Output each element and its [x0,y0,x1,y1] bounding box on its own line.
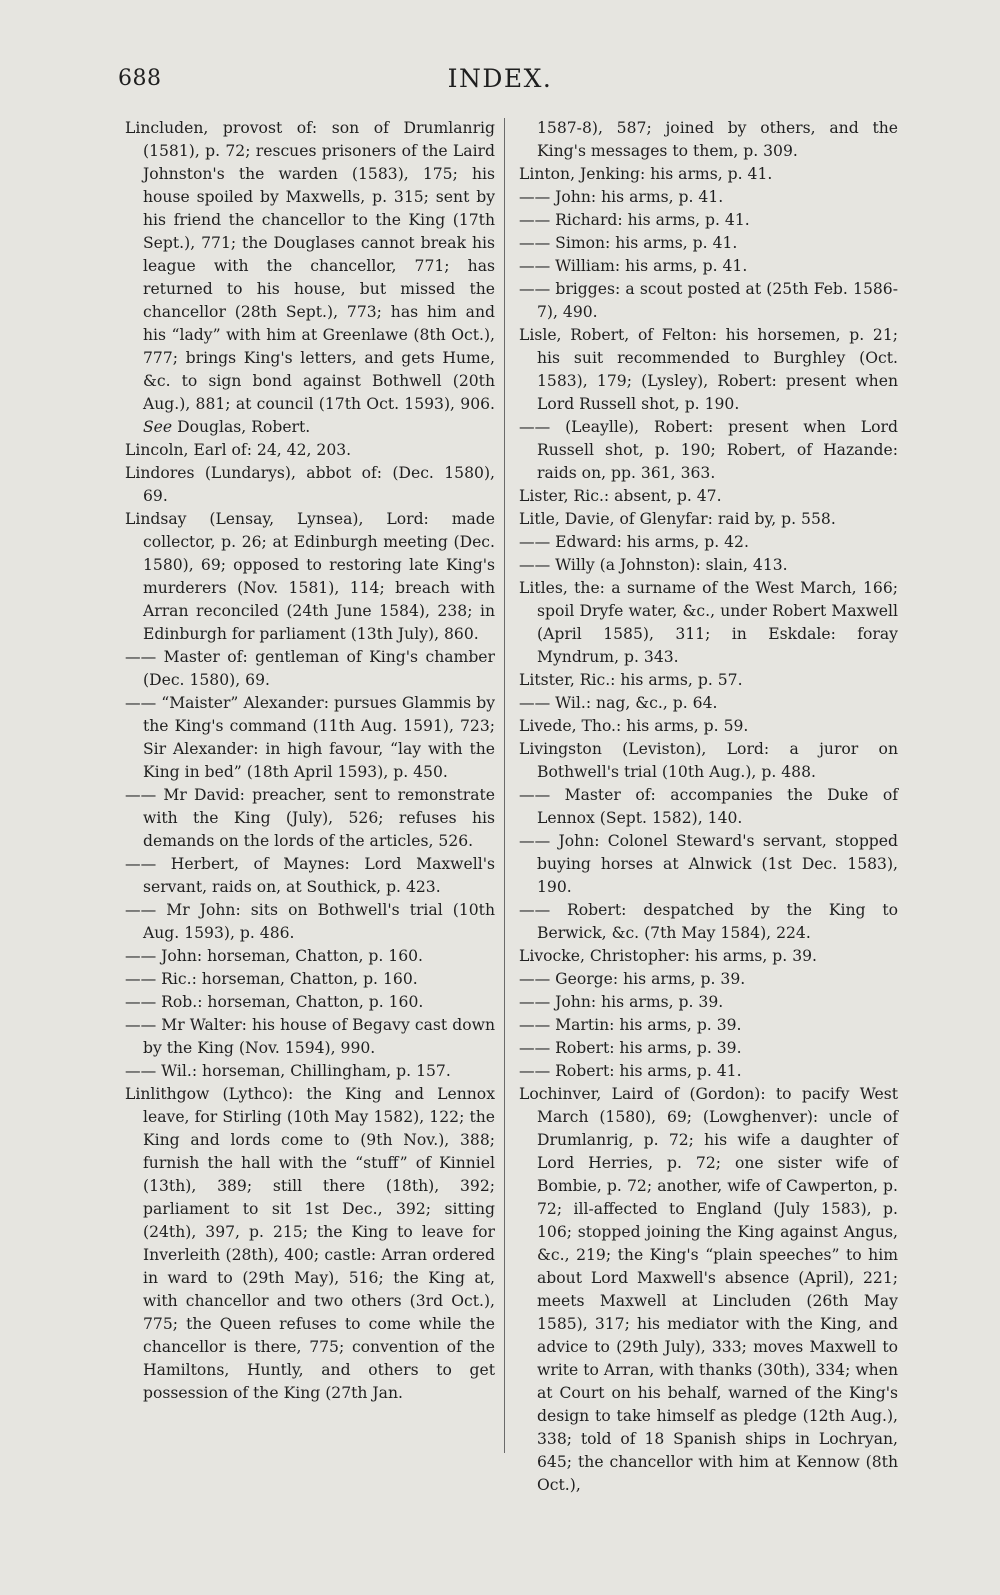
index-subentry: —— Robert: his arms, p. 39. [519,1039,742,1057]
index-entry: Linton, Jenking: his arms, p. 41. [519,165,773,183]
index-entry-continuation: 1587-8), 587; joined by others, and the King's messages to them, p. 309. [537,119,898,160]
index-subentry: —— Mr Walter: his house of Begavy cast down by the King (Nov. 1594), 990. [125,1016,495,1057]
index-entry: Lindsay (Lensay, Lynsea), Lord: made collector, p. 26; at Edinburgh meeting (Dec. 1580), 69; opposed to restoring late King's murderers (Nov. 1581), 114; breach with Arran reconciled (24th June 1584), 238; in Edinburgh for parliament (13th July), 860. [125,510,495,643]
column-divider [504,118,505,1453]
index-entry: Lister, Ric.: absent, p. 47. [519,487,722,505]
index-entry: Lochinver, Laird of (Gordon): to pacify West March (1580), 69; (Lowghenver): uncle of Drumlanrig, p. 72; his wife a daughter of Lord Herries, p. 72; one sister wife of Bombie, p. 72; another, wife of Cawperton, p. 72; ill-affected to England (July 1583), p. 106; stopped joining the King against Angus, &c., 219; the King's “plain speeches” to him about Lord Maxwell's absence (April), 221; meets Maxwell at Lincluden (26th May 1585), 317; his mediator with the King, and advice to (29th July), 333; moves Maxwell to write to Arran, with thanks (30th), 334; when at Court on his behalf, warned of the King's design to take himself as pledge (12th Aug.), 338; told of 18 Spanish ships in Lochryan, 645; the chancellor with him at Kennow (8th Oct.), [519,1085,898,1494]
page-number: 688 [118,66,162,91]
index-subentry: —— Robert: his arms, p. 41. [519,1062,742,1080]
index-subentry: —— Master of: gentleman of King's chamber (Dec. 1580), 69. [125,648,495,689]
index-subentry: —— Ric.: horseman, Chatton, p. 160. [125,970,418,988]
index-subentry: —— George: his arms, p. 39. [519,970,746,988]
index-subentry: —— Mr David: preacher, sent to remonstrate with the King (July), 526; refuses his demands on the lords of the articles, 526. [125,786,495,850]
index-subentry: —— brigges: a scout posted at (25th Feb. 1586-7), 490. [519,280,898,321]
left-column [125,117,495,1405]
index-subentry: —— John: Colonel Steward's servant, stopped buying horses at Alnwick (1st Dec. 1583), 190. [519,832,898,896]
index-subentry: —— John: his arms, p. 41. [519,188,724,206]
index-entry [125,117,495,439]
index-subentry: —— Willy (a Johnston): slain, 413. [519,556,788,574]
index-subentry: —— Richard: his arms, p. 41. [519,211,750,229]
index-subentry: —— Mr John: sits on Bothwell's trial (10th Aug. 1593), p. 486. [125,901,495,942]
entry-text: Lincluden, provost of: son of Drumlanrig (1581), p. 72; rescues prisoners of the Laird Johnston's the warden (1583), 175; his house spoiled by Maxwells, p. 315; sent by his friend the chancellor to the King (17th Sept.), 771; the Douglases cannot break his league with the chancellor, 771; has returned to his house, but missed the chancellor (28th Sept.), 773; has him and his “lady” with him at Greenlawe (8th Oct.), 777; brings King's letters, and gets Hume, &c. to sign bond against Bothwell (20th Aug.), 881; at council (17th Oct. 1593), 906. [125,119,495,413]
right-column [519,117,898,1497]
index-subentry: —— John: horseman, Chatton, p. 160. [125,947,424,965]
index-subentry: —— Simon: his arms, p. 41. [519,234,738,252]
index-subentry: —— (Leaylle), Robert: present when Lord Russell shot, p. 190; Robert, of Hazande: raids on, pp. 361, 363. [519,418,898,482]
index-entry: Litle, Davie, of Glenyfar: raid by, p. 558. [519,510,836,528]
index-subentry: —— Master of: accompanies the Duke of Lennox (Sept. 1582), 140. [519,786,898,827]
index-subentry: —— Robert: despatched by the King to Berwick, &c. (7th May 1584), 224. [519,901,898,942]
index-entry: Litster, Ric.: his arms, p. 57. [519,671,743,689]
index-subentry: —— Wil.: horseman, Chillingham, p. 157. [125,1062,451,1080]
index-subentry: —— Herbert, of Maynes: Lord Maxwell's servant, raids on, at Southick, p. 423. [125,855,495,896]
index-entry: Livingston (Leviston), Lord: a juror on Bothwell's trial (10th Aug.), p. 488. [519,740,898,781]
see-reference-target: Douglas, Robert. [172,418,311,436]
index-entry: Livede, Tho.: his arms, p. 59. [519,717,749,735]
index-subentry: —— “Maister” Alexander: pursues Glammis by the King's command (11th Aug. 1591), 723; Sir Alexander: in high favour, “lay with the King in bed” (18th April 1593), p. 450. [125,694,495,781]
index-subentry: —— Rob.: horseman, Chatton, p. 160. [125,993,424,1011]
index-entry: Livocke, Christopher: his arms, p. 39. [519,947,817,965]
index-entry: Lisle, Robert, of Felton: his horsemen, p. 21; his suit recommended to Burghley (Oct. 1583), 179; (Lysley), Robert: present when Lord Russell shot, p. 190. [519,326,898,413]
index-entry: Lincoln, Earl of: 24, 42, 203. [125,441,352,459]
index-subentry: —— Martin: his arms, p. 39. [519,1016,742,1034]
index-subentry: —— Edward: his arms, p. 42. [519,533,749,551]
index-subentry: —— William: his arms, p. 41. [519,257,748,275]
index-entry: Linlithgow (Lythco): the King and Lennox leave, for Stirling (10th May 1582), 122; the King and lords come to (9th Nov.), 388; furnish the hall with the “stuff” of Kinniel (13th), 389; still there (18th), 392; parliament to sit 1st Dec., 392; sitting (24th), 397, p. 215; the King to leave for Inverleith (28th), 400; castle: Arran ordered in ward to (29th May), 516; the King at, with chancellor and two others (3rd Oct.), 775; the Queen refuses to come while the chancellor is there, 775; convention of the Hamiltons, Huntly, and others to get possession of the King (27th Jan. [125,1085,495,1402]
see-reference-label: See [143,418,173,436]
index-entry: Lindores (Lundarys), abbot of: (Dec. 1580), 69. [125,464,495,505]
index-subentry: —— John: his arms, p. 39. [519,993,724,1011]
index-subentry: —— Wil.: nag, &c., p. 64. [519,694,718,712]
index-entry: Litles, the: a surname of the West March, 166; spoil Dryfe water, &c., under Robert Maxwell (April 1585), 311; in Eskdale: foray Myndrum, p. 343. [519,579,898,666]
running-head: INDEX. [447,64,553,93]
